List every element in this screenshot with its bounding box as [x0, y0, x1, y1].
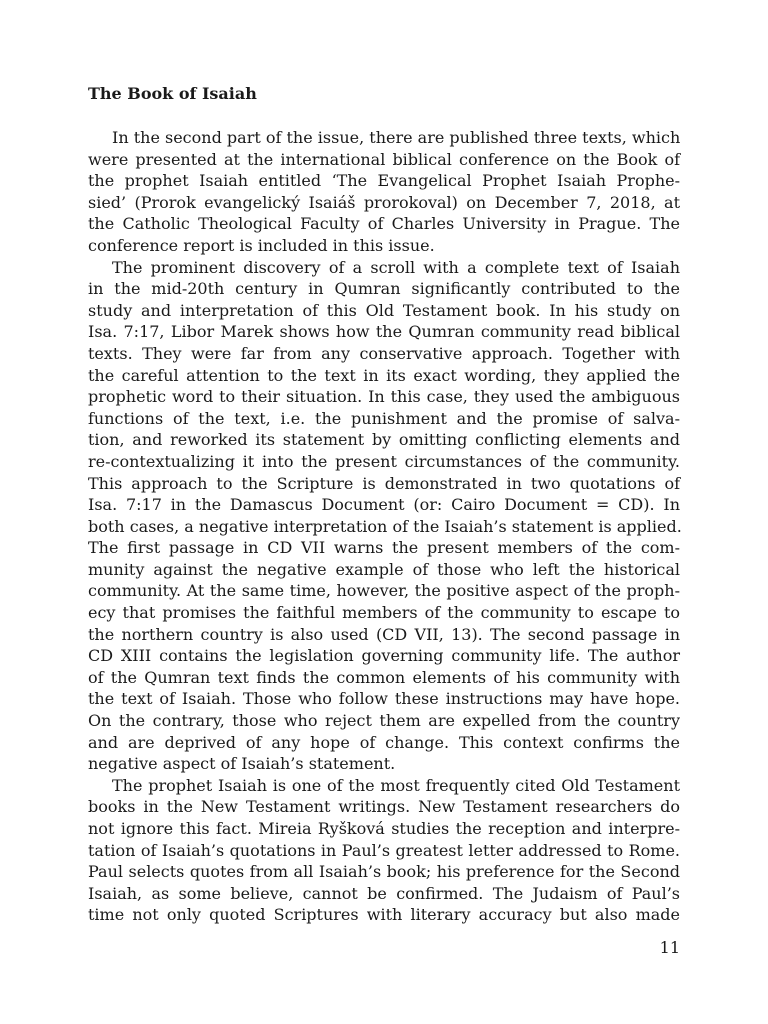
- text-line: Isa. 7:17, Libor Marek shows how the Qumran community read biblical: [88, 322, 680, 342]
- paragraph: [88, 127, 680, 257]
- text-line: ecy that promises the faithful members of the community to escape to: [88, 603, 680, 623]
- paragraph: [88, 257, 680, 775]
- text-line: On the contrary, those who reject them are expelled from the country: [88, 711, 680, 731]
- text-line: negative aspect of Isaiah’s statement.: [88, 754, 396, 774]
- text-line: in the mid-20th century in Qumran significantly contributed to the: [88, 279, 680, 299]
- text-line: The prophet Isaiah is one of the most frequently cited Old Testament: [112, 775, 680, 795]
- text-line: time not only quoted Scriptures with literary accuracy but also made: [88, 905, 680, 925]
- section-heading: The Book of Isaiah: [88, 84, 257, 103]
- text-line: books in the New Testament writings. New Testament researchers do: [88, 797, 680, 817]
- text-line: texts. They were far from any conservative approach. Together with: [88, 343, 680, 363]
- text-line: CD XIII contains the legislation governing community life. The author: [88, 646, 680, 666]
- paragraph: [88, 775, 680, 926]
- text-line: and are deprived of any hope of change. This context confirms the: [88, 732, 680, 752]
- text-line: This approach to the Scripture is demonstrated in two quotations of: [88, 473, 680, 493]
- text-line: conference report is included in this issue.: [88, 235, 435, 255]
- text-line: re-contextualizing it into the present circumstances of the community.: [88, 451, 680, 471]
- text-line: The first passage in CD VII warns the present members of the com-: [88, 538, 680, 558]
- text-line: the Catholic Theological Faculty of Charles University in Prague. The: [88, 214, 680, 234]
- text-line: Isaiah, as some believe, cannot be confirmed. The Judaism of Paul’s: [88, 883, 680, 903]
- text-line: munity against the negative example of those who left the historical: [88, 559, 680, 579]
- text-line: the prophet Isaiah entitled ‘The Evangelical Prophet Isaiah Prophe-: [88, 171, 680, 191]
- text-line: community. At the same time, however, the positive aspect of the proph-: [88, 581, 680, 601]
- text-line: Paul selects quotes from all Isaiah’s book; his preference for the Second: [88, 862, 680, 882]
- text-line: tion, and reworked its statement by omitting conflicting elements and: [88, 430, 680, 450]
- body-text: [88, 127, 680, 926]
- text-line: the text of Isaiah. Those who follow these instructions may have hope.: [88, 689, 680, 709]
- text-line: both cases, a negative interpretation of the Isaiah’s statement is applied.: [88, 516, 682, 536]
- text-line: were presented at the international biblical conference on the Book of: [88, 149, 680, 169]
- document-page: [88, 82, 680, 926]
- text-line: study and interpretation of this Old Testament book. In his study on: [88, 300, 680, 320]
- page-number: 11: [659, 938, 680, 957]
- text-line: tation of Isaiah’s quotations in Paul’s greatest letter addressed to Rome.: [88, 840, 680, 860]
- text-line: of the Qumran text finds the common elements of his community with: [88, 667, 680, 687]
- text-line: not ignore this fact. Mireia Ryšková studies the reception and interpre-: [88, 819, 680, 838]
- text-line: prophetic word to their situation. In this case, they used the ambiguous: [88, 387, 680, 407]
- text-line: the northern country is also used (CD VII, 13). The second passage in: [88, 624, 680, 644]
- text-line: the careful attention to the text in its exact wording, they applied the: [88, 365, 680, 385]
- text-line: functions of the text, i.e. the punishment and the promise of salva-: [88, 408, 680, 428]
- text-line: The prominent discovery of a scroll with a complete text of Isaiah: [112, 257, 680, 277]
- text-line: Isa. 7:17 in the Damascus Document (or: Cairo Document = CD). In: [88, 495, 680, 515]
- text-line: In the second part of the issue, there are published three texts, which: [112, 128, 681, 147]
- text-line: sied’ (Prorok evangelický Isaiáš prorokoval) on December 7, 2018, at: [88, 192, 680, 212]
